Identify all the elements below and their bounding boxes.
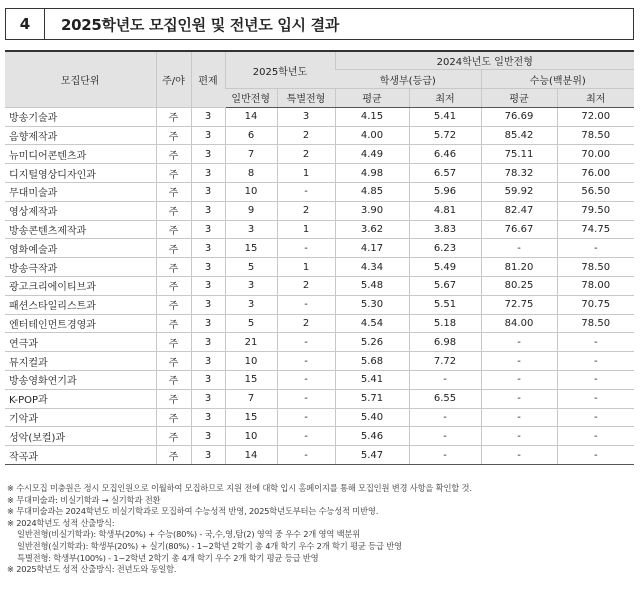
csat-min-cell: 78.50: [557, 258, 634, 277]
unit-cell: 방송기술과: [5, 107, 156, 126]
general-quota-cell: 14: [225, 107, 277, 126]
special-quota-cell: -: [277, 295, 335, 314]
table-row: [5, 239, 634, 258]
csat-avg-cell: -: [481, 389, 557, 408]
unit-cell: K-POP과: [5, 389, 156, 408]
csat-avg-cell: 82.47: [481, 201, 557, 220]
special-quota-cell: 1: [277, 258, 335, 277]
record-min-cell: 5.96: [409, 183, 481, 202]
unit-cell: 성악(보컬)과: [5, 427, 156, 446]
special-quota-cell: 2: [277, 126, 335, 145]
record-avg-cell: 4.98: [335, 164, 409, 183]
special-quota-cell: -: [277, 427, 335, 446]
unit-cell: 방송콘텐츠제작과: [5, 220, 156, 239]
header-general: 일반전형: [225, 89, 277, 108]
table-row: [5, 446, 634, 465]
csat-min-cell: 72.00: [557, 107, 634, 126]
grade-cell: 3: [191, 107, 225, 126]
footnote-line: ※ 수시모집 미충원은 정시 모집인원으로 이월하여 모집하므로 지원 전에 대학 입시 홈페이지를 통해 모집인원 변경 사항을 확인할 것.: [7, 483, 472, 493]
grade-cell: 3: [191, 333, 225, 352]
general-quota-cell: 5: [225, 314, 277, 333]
header-school-record: 학생부(등급): [335, 70, 481, 89]
general-quota-cell: 6: [225, 126, 277, 145]
day-night-cell: 주: [156, 126, 191, 145]
csat-min-cell: -: [557, 371, 634, 390]
general-quota-cell: 15: [225, 239, 277, 258]
day-night-cell: 주: [156, 183, 191, 202]
table-row: [5, 314, 634, 333]
day-night-cell: 주: [156, 427, 191, 446]
general-quota-cell: 9: [225, 201, 277, 220]
header-2024: 2024학년도 일반전형: [335, 51, 634, 70]
table-row: [5, 258, 634, 277]
table-row: [5, 201, 634, 220]
header-min-csat: 최저: [557, 89, 634, 108]
page-title-bar: [5, 8, 634, 40]
day-night-cell: 주: [156, 239, 191, 258]
record-avg-cell: 5.26: [335, 333, 409, 352]
unit-cell: 연극과: [5, 333, 156, 352]
record-avg-cell: 5.40: [335, 408, 409, 427]
record-avg-cell: 5.48: [335, 277, 409, 296]
footnote-line: ※ 2024학년도 성적 산출방식:: [7, 517, 115, 528]
grade-cell: 3: [191, 314, 225, 333]
special-quota-cell: -: [277, 408, 335, 427]
csat-avg-cell: -: [481, 239, 557, 258]
unit-cell: 방송영화연기과: [5, 371, 156, 390]
admission-results-table: [5, 50, 634, 465]
special-quota-cell: -: [277, 239, 335, 258]
header-unit: 모집단위: [5, 51, 156, 107]
csat-avg-cell: 85.42: [481, 126, 557, 145]
special-quota-cell: 1: [277, 164, 335, 183]
table-row: [5, 352, 634, 371]
csat-avg-cell: 76.69: [481, 107, 557, 126]
record-avg-cell: 4.17: [335, 239, 409, 258]
day-night-cell: 주: [156, 333, 191, 352]
header-grade: 편제: [191, 51, 225, 107]
unit-cell: 영상제작과: [5, 201, 156, 220]
day-night-cell: 주: [156, 201, 191, 220]
grade-cell: 3: [191, 239, 225, 258]
csat-min-cell: -: [557, 333, 634, 352]
general-quota-cell: 15: [225, 408, 277, 427]
record-min-cell: 4.81: [409, 201, 481, 220]
record-min-cell: 6.55: [409, 389, 481, 408]
general-quota-cell: 8: [225, 164, 277, 183]
general-quota-cell: 7: [225, 145, 277, 164]
record-min-cell: 5.51: [409, 295, 481, 314]
footnote-line: 일반전형(비실기학과): 학생부(20%) + 수능(80%) - 국,수,영,탐(2) 영역 중 우수 2개 영역 백분위: [17, 529, 361, 540]
record-avg-cell: 4.54: [335, 314, 409, 333]
record-min-cell: 5.72: [409, 126, 481, 145]
record-avg-cell: 4.15: [335, 107, 409, 126]
csat-avg-cell: 59.92: [481, 183, 557, 202]
header-special: 특별전형: [277, 89, 335, 108]
record-min-cell: 6.98: [409, 333, 481, 352]
day-night-cell: 주: [156, 371, 191, 390]
record-avg-cell: 5.47: [335, 446, 409, 465]
grade-cell: 3: [191, 295, 225, 314]
csat-min-cell: -: [557, 446, 634, 465]
footnotes: [7, 483, 632, 576]
special-quota-cell: 2: [277, 314, 335, 333]
csat-min-cell: 79.50: [557, 201, 634, 220]
page-title: 2025학년도 모집인원 및 전년도 입시 결과: [61, 15, 340, 34]
special-quota-cell: -: [277, 446, 335, 465]
table-row: [5, 427, 634, 446]
table-row: [5, 126, 634, 145]
csat-avg-cell: -: [481, 371, 557, 390]
csat-min-cell: 78.50: [557, 314, 634, 333]
grade-cell: 3: [191, 427, 225, 446]
grade-cell: 3: [191, 352, 225, 371]
table-row: [5, 295, 634, 314]
csat-avg-cell: -: [481, 446, 557, 465]
table-row: [5, 333, 634, 352]
special-quota-cell: -: [277, 333, 335, 352]
general-quota-cell: 3: [225, 277, 277, 296]
grade-cell: 3: [191, 277, 225, 296]
csat-avg-cell: -: [481, 333, 557, 352]
grade-cell: 3: [191, 145, 225, 164]
csat-avg-cell: 80.25: [481, 277, 557, 296]
csat-min-cell: 78.50: [557, 126, 634, 145]
general-quota-cell: 14: [225, 446, 277, 465]
special-quota-cell: -: [277, 183, 335, 202]
unit-cell: 광고크리에이티브과: [5, 277, 156, 296]
header-avg-csat: 평균: [481, 89, 557, 108]
record-min-cell: 3.83: [409, 220, 481, 239]
special-quota-cell: -: [277, 371, 335, 390]
grade-cell: 3: [191, 220, 225, 239]
csat-min-cell: -: [557, 239, 634, 258]
record-min-cell: -: [409, 446, 481, 465]
day-night-cell: 주: [156, 258, 191, 277]
record-min-cell: -: [409, 427, 481, 446]
csat-avg-cell: 78.32: [481, 164, 557, 183]
record-min-cell: 6.57: [409, 164, 481, 183]
grade-cell: 3: [191, 371, 225, 390]
grade-cell: 3: [191, 389, 225, 408]
csat-min-cell: -: [557, 427, 634, 446]
general-quota-cell: 10: [225, 183, 277, 202]
record-avg-cell: 5.46: [335, 427, 409, 446]
unit-cell: 무대미술과: [5, 183, 156, 202]
special-quota-cell: 1: [277, 220, 335, 239]
csat-avg-cell: 76.67: [481, 220, 557, 239]
record-avg-cell: 5.41: [335, 371, 409, 390]
day-night-cell: 주: [156, 314, 191, 333]
header-csat: 수능(백분위): [481, 70, 634, 89]
record-avg-cell: 5.30: [335, 295, 409, 314]
record-min-cell: 7.72: [409, 352, 481, 371]
csat-avg-cell: -: [481, 352, 557, 371]
record-avg-cell: 3.90: [335, 201, 409, 220]
csat-min-cell: 76.00: [557, 164, 634, 183]
grade-cell: 3: [191, 126, 225, 145]
day-night-cell: 주: [156, 295, 191, 314]
record-min-cell: 5.67: [409, 277, 481, 296]
record-min-cell: -: [409, 408, 481, 427]
special-quota-cell: -: [277, 389, 335, 408]
table-row: [5, 277, 634, 296]
record-avg-cell: 5.68: [335, 352, 409, 371]
table-body: [5, 107, 634, 464]
footnote-line: ※ 2025학년도 성적 산출방식: 전년도와 동일함.: [7, 564, 177, 575]
csat-avg-cell: 84.00: [481, 314, 557, 333]
header-avg-record: 평균: [335, 89, 409, 108]
record-min-cell: 5.41: [409, 107, 481, 126]
general-quota-cell: 5: [225, 258, 277, 277]
table-row: [5, 183, 634, 202]
grade-cell: 3: [191, 164, 225, 183]
record-avg-cell: 5.71: [335, 389, 409, 408]
csat-min-cell: 70.00: [557, 145, 634, 164]
day-night-cell: 주: [156, 220, 191, 239]
day-night-cell: 주: [156, 352, 191, 371]
footnote-line: ※ 무대미술과: 비실기학과 → 실기학과 전환: [7, 494, 161, 505]
grade-cell: 3: [191, 408, 225, 427]
day-night-cell: 주: [156, 107, 191, 126]
csat-min-cell: 56.50: [557, 183, 634, 202]
csat-min-cell: 74.75: [557, 220, 634, 239]
unit-cell: 디지털영상디자인과: [5, 164, 156, 183]
special-quota-cell: 3: [277, 107, 335, 126]
day-night-cell: 주: [156, 164, 191, 183]
footnote-line: 특별전형: 학생부(100%) - 1~2학년 2학기 총 4개 학기 우수 2개 학기 평균 등급 반영: [17, 552, 319, 563]
footnote-line: ※ 무대미술과는 2024학년도 비실기학과로 모집하여 수능성적 반영, 2025학년도부터는 수능성적 미반영.: [7, 506, 379, 517]
general-quota-cell: 3: [225, 295, 277, 314]
section-number: 4: [6, 9, 45, 39]
day-night-cell: 주: [156, 389, 191, 408]
record-min-cell: 6.23: [409, 239, 481, 258]
record-avg-cell: 4.34: [335, 258, 409, 277]
day-night-cell: 주: [156, 408, 191, 427]
general-quota-cell: 15: [225, 371, 277, 390]
general-quota-cell: 10: [225, 427, 277, 446]
special-quota-cell: -: [277, 352, 335, 371]
day-night-cell: 주: [156, 145, 191, 164]
day-night-cell: 주: [156, 446, 191, 465]
record-min-cell: 5.49: [409, 258, 481, 277]
csat-min-cell: -: [557, 389, 634, 408]
table-row: [5, 220, 634, 239]
record-min-cell: 6.46: [409, 145, 481, 164]
record-min-cell: 5.18: [409, 314, 481, 333]
special-quota-cell: 2: [277, 145, 335, 164]
header-day-night: 주/야: [156, 51, 191, 107]
unit-cell: 패션스타일리스트과: [5, 295, 156, 314]
unit-cell: 방송극작과: [5, 258, 156, 277]
csat-min-cell: 78.00: [557, 277, 634, 296]
grade-cell: 3: [191, 446, 225, 465]
csat-min-cell: -: [557, 352, 634, 371]
csat-avg-cell: 81.20: [481, 258, 557, 277]
table-row: [5, 408, 634, 427]
unit-cell: 엔터테인먼트경영과: [5, 314, 156, 333]
unit-cell: 영화예술과: [5, 239, 156, 258]
record-avg-cell: 4.49: [335, 145, 409, 164]
record-min-cell: -: [409, 371, 481, 390]
record-avg-cell: 4.85: [335, 183, 409, 202]
unit-cell: 뉴미디어콘텐츠과: [5, 145, 156, 164]
record-avg-cell: 3.62: [335, 220, 409, 239]
grade-cell: 3: [191, 183, 225, 202]
csat-avg-cell: -: [481, 408, 557, 427]
footnote-line: 일반전형(실기학과): 학생부(20%) + 실기(80%) - 1~2학년 2학기 총 4개 학기 우수 2개 학기 평균 등급 반영: [17, 540, 402, 551]
unit-cell: 음향제작과: [5, 126, 156, 145]
grade-cell: 3: [191, 201, 225, 220]
csat-min-cell: -: [557, 408, 634, 427]
table-row: [5, 145, 634, 164]
unit-cell: 작곡과: [5, 446, 156, 465]
grade-cell: 3: [191, 258, 225, 277]
csat-avg-cell: 72.75: [481, 295, 557, 314]
csat-avg-cell: 75.11: [481, 145, 557, 164]
unit-cell: 뮤지컬과: [5, 352, 156, 371]
general-quota-cell: 10: [225, 352, 277, 371]
special-quota-cell: 2: [277, 201, 335, 220]
table-row: [5, 107, 634, 126]
special-quota-cell: 2: [277, 277, 335, 296]
day-night-cell: 주: [156, 277, 191, 296]
record-avg-cell: 4.00: [335, 126, 409, 145]
table-row: [5, 371, 634, 390]
header-2025: 2025학년도: [225, 51, 335, 89]
general-quota-cell: 7: [225, 389, 277, 408]
table-row: [5, 164, 634, 183]
general-quota-cell: 21: [225, 333, 277, 352]
csat-avg-cell: -: [481, 427, 557, 446]
csat-min-cell: 70.75: [557, 295, 634, 314]
unit-cell: 기악과: [5, 408, 156, 427]
header-min-record: 최저: [409, 89, 481, 108]
table-row: [5, 389, 634, 408]
general-quota-cell: 3: [225, 220, 277, 239]
